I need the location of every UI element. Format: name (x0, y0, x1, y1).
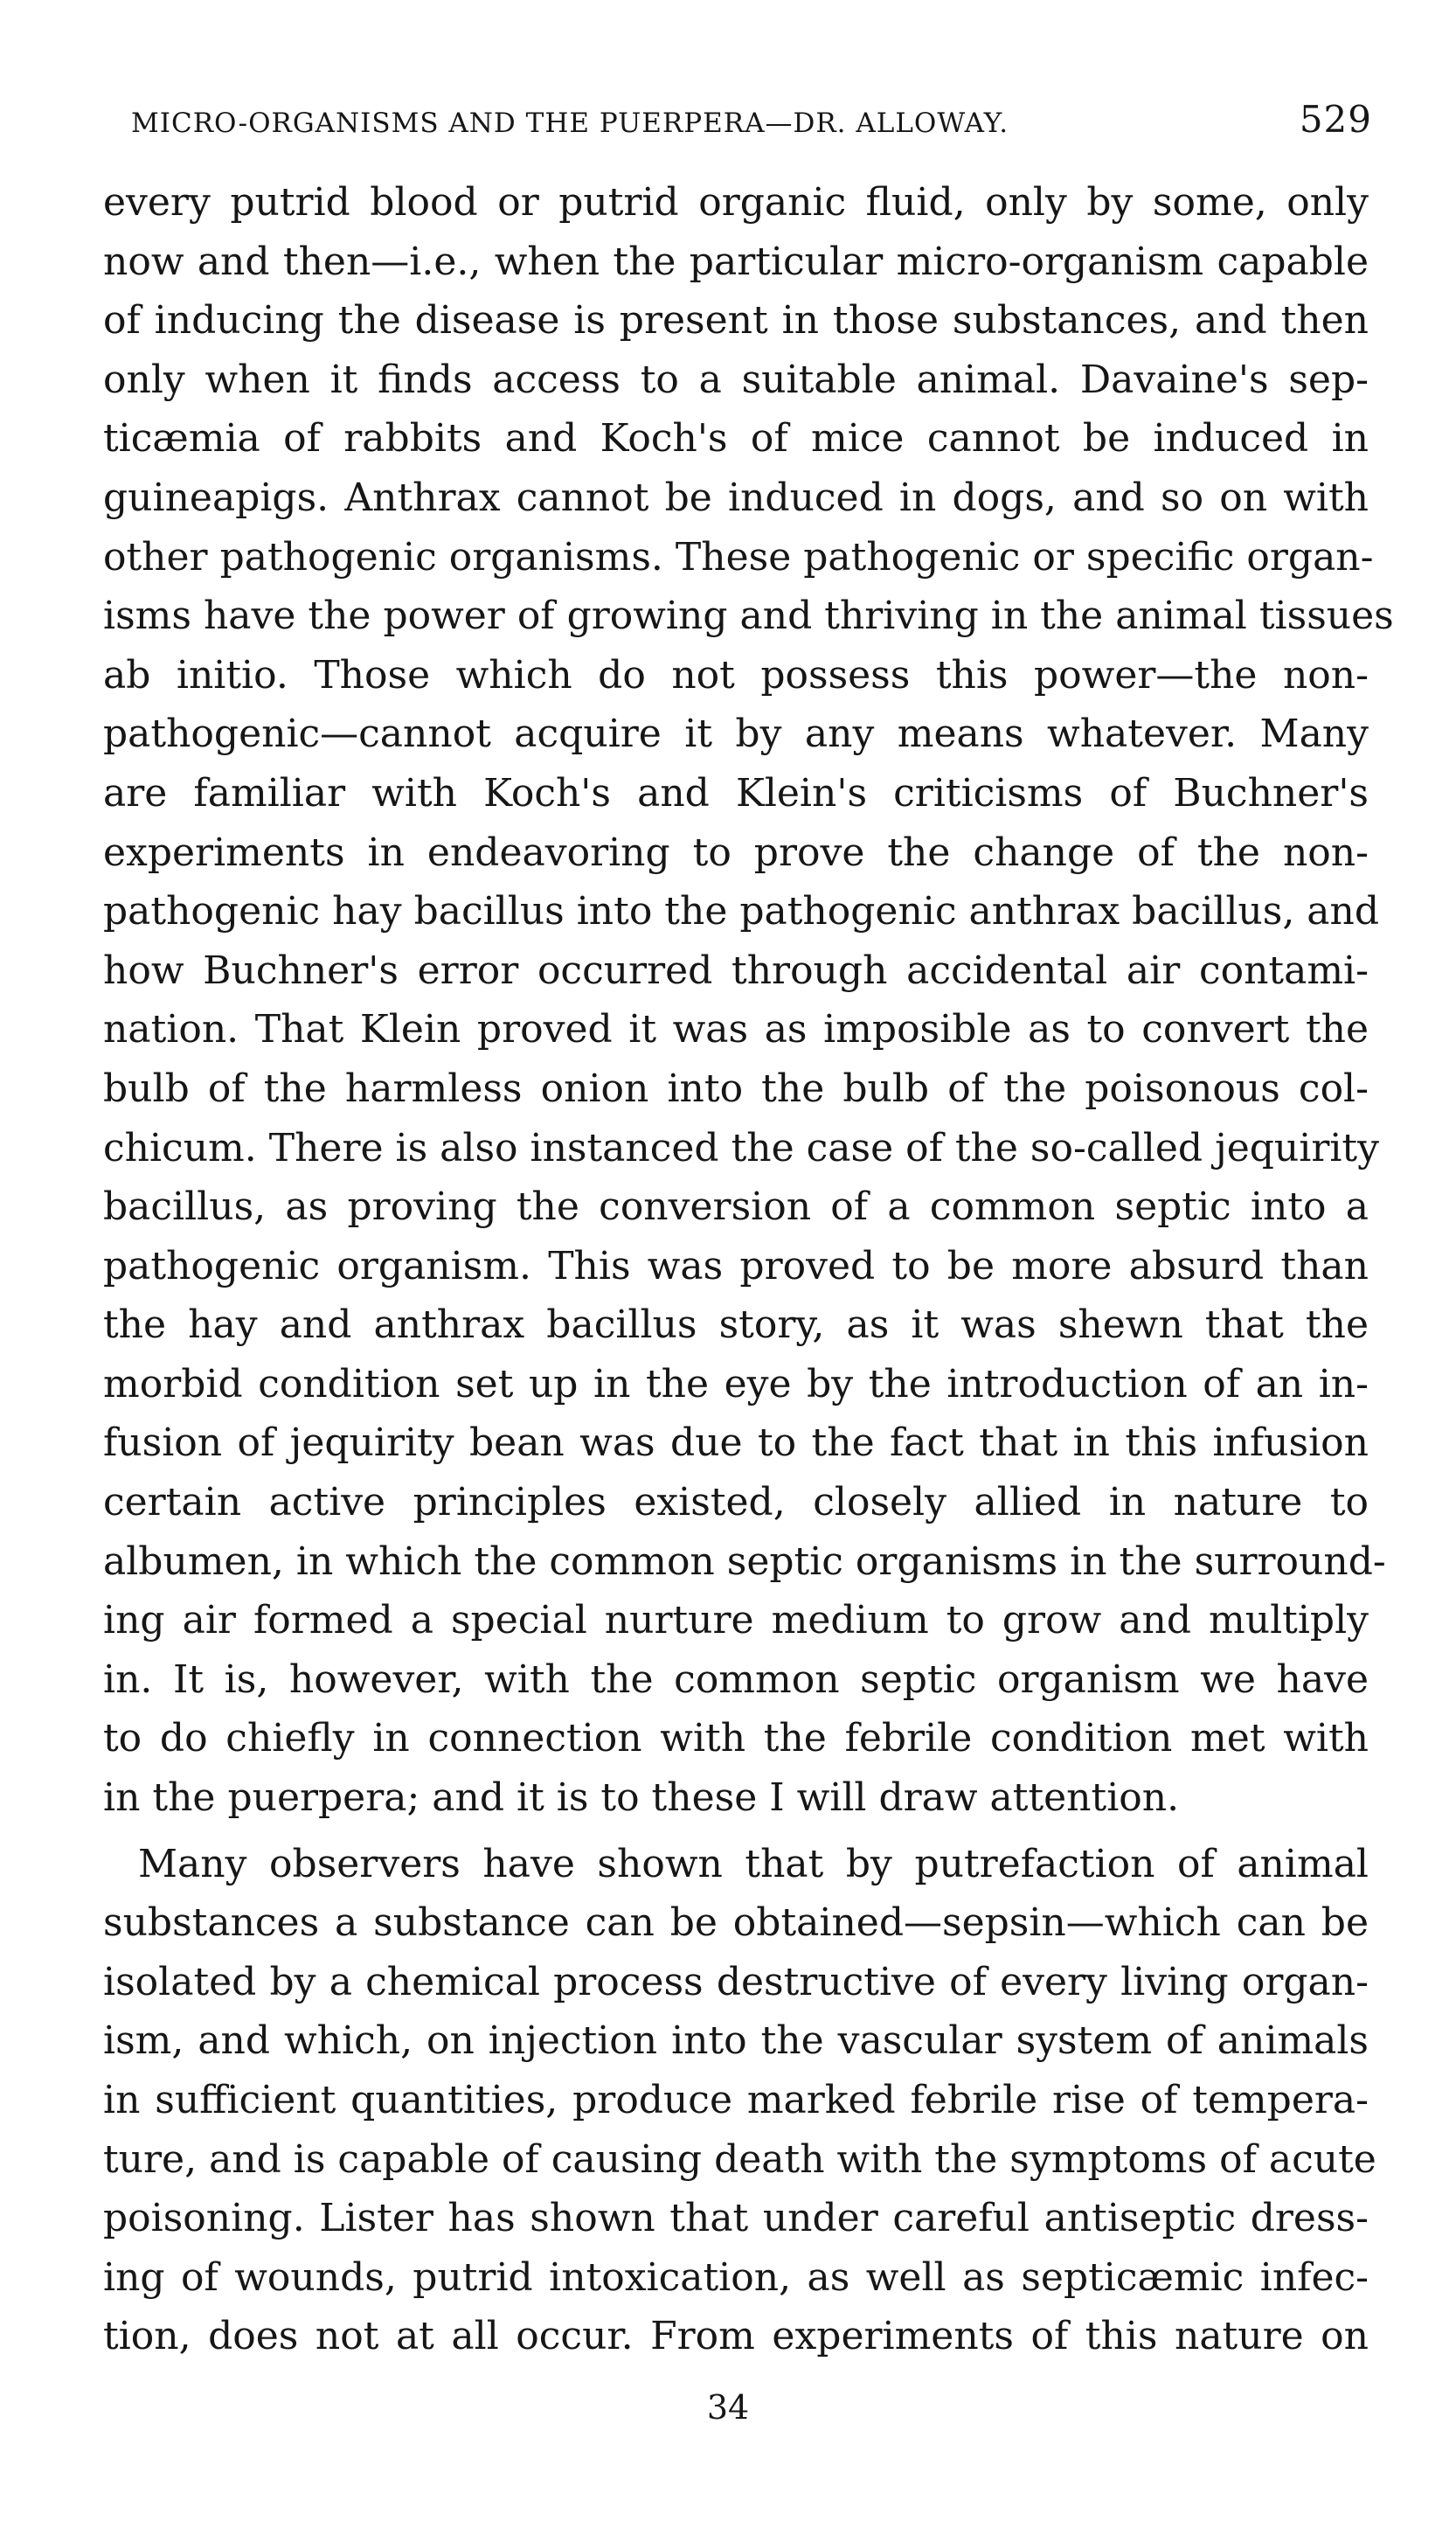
text-line: only when it finds access to a suitable animal. Davaine's sep- (103, 357, 1369, 402)
body-text (103, 173, 1394, 2366)
paragraph-1 (103, 173, 1394, 1828)
paragraph-2 (103, 1835, 1376, 2366)
text-line: every putrid blood or putrid organic fluid, only by some, only (103, 180, 1369, 225)
text-line: certain active principles existed, closely allied in nature to (103, 1480, 1369, 1525)
text-line: in sufficient quantities, produce marked febrile rise of tempera- (103, 2078, 1369, 2122)
text-line: in. It is, however, with the common septic organism we have (103, 1656, 1369, 1702)
text-line: morbid condition set up in the eye by the introduction of an in- (103, 1361, 1369, 1406)
text-line: bulb of the harmless onion into the bulb of the poisonous col- (103, 1066, 1369, 1111)
text-line: poisoning. Lister has shown that under careful antiseptic dress- (103, 2196, 1369, 2241)
text-line: in the puerpera; and it is to these I will draw attention. (103, 1775, 1180, 1821)
text-line: guineapigs. Anthrax cannot be induced in dogs, and so on with (103, 475, 1369, 520)
signature-mark: 34 (706, 2388, 750, 2427)
text-line: ticæmia of rabbits and Koch's of mice cannot be induced in (103, 416, 1369, 462)
text-line: nation. That Klein proved it was as imposible as to convert the (103, 1007, 1369, 1052)
text-line: how Buchner's error occurred through accidental air contami- (103, 948, 1369, 993)
running-title: MICRO-ORGANISMS AND THE PUERPERA—DR. ALLOWAY. (131, 108, 1009, 139)
text-line: the hay and anthrax bacillus story, as it was shewn that the (103, 1302, 1369, 1348)
text-line: to do chiefly in connection with the febrile condition met with (103, 1716, 1369, 1761)
text-line: bacillus, as proving the conversion of a common septic into a (103, 1184, 1369, 1230)
text-line: of inducing the disease is present in those substances, and then (103, 298, 1369, 344)
text-line: albumen, in which the common septic organisms in the surround- (103, 1538, 1386, 1584)
running-head (131, 98, 1372, 150)
text-line: isms have the power of growing and thriving in the animal tissues (103, 594, 1394, 639)
text-line: pathogenic organism. This was proved to be more absurd than (103, 1243, 1369, 1288)
text-line: now and then—i.e., when the particular micro-organism capable (103, 239, 1369, 284)
text-line: pathogenic—cannot acquire it by any means whatever. Many (103, 712, 1369, 757)
text-line: pathogenic hay bacillus into the pathogenic anthrax bacillus, and (103, 889, 1380, 934)
text-line: other pathogenic organisms. These pathogenic or specific organ- (103, 534, 1374, 580)
text-line: ing air formed a special nurture medium to grow and multiply (103, 1598, 1369, 1643)
text-line: isolated by a chemical process destructive of every living organ- (103, 1959, 1369, 2004)
text-line: fusion of jequirity bean was due to the fact that in this infusion (103, 1420, 1369, 1466)
text-line: ab initio. Those which do not possess this power—the non- (103, 652, 1369, 698)
page-number: 529 (1299, 98, 1372, 141)
text-line: ing of wounds, putrid intoxication, as well as septicæmic infec- (103, 2254, 1369, 2300)
text-line: experiments in endeavoring to prove the change of the non- (103, 830, 1369, 875)
text-line: substances a substance can be obtained—sepsin—which can be (103, 1900, 1369, 1946)
text-line: ism, and which, on injection into the vascular system of animals (103, 2018, 1369, 2064)
text-line: are familiar with Koch's and Klein's criticisms of Buchner's (103, 770, 1369, 816)
text-line: Many observers have shown that by putrefaction of animal (138, 1841, 1369, 1886)
paragraph-gap (103, 1828, 1369, 1835)
text-line: tion, does not at all occur. From experiments of this nature on (103, 2314, 1369, 2359)
text-line: ture, and is capable of causing death with the symptoms of acute (103, 2136, 1376, 2182)
text-line: chicum. There is also instanced the case of the so-called jequirity (103, 1125, 1379, 1170)
